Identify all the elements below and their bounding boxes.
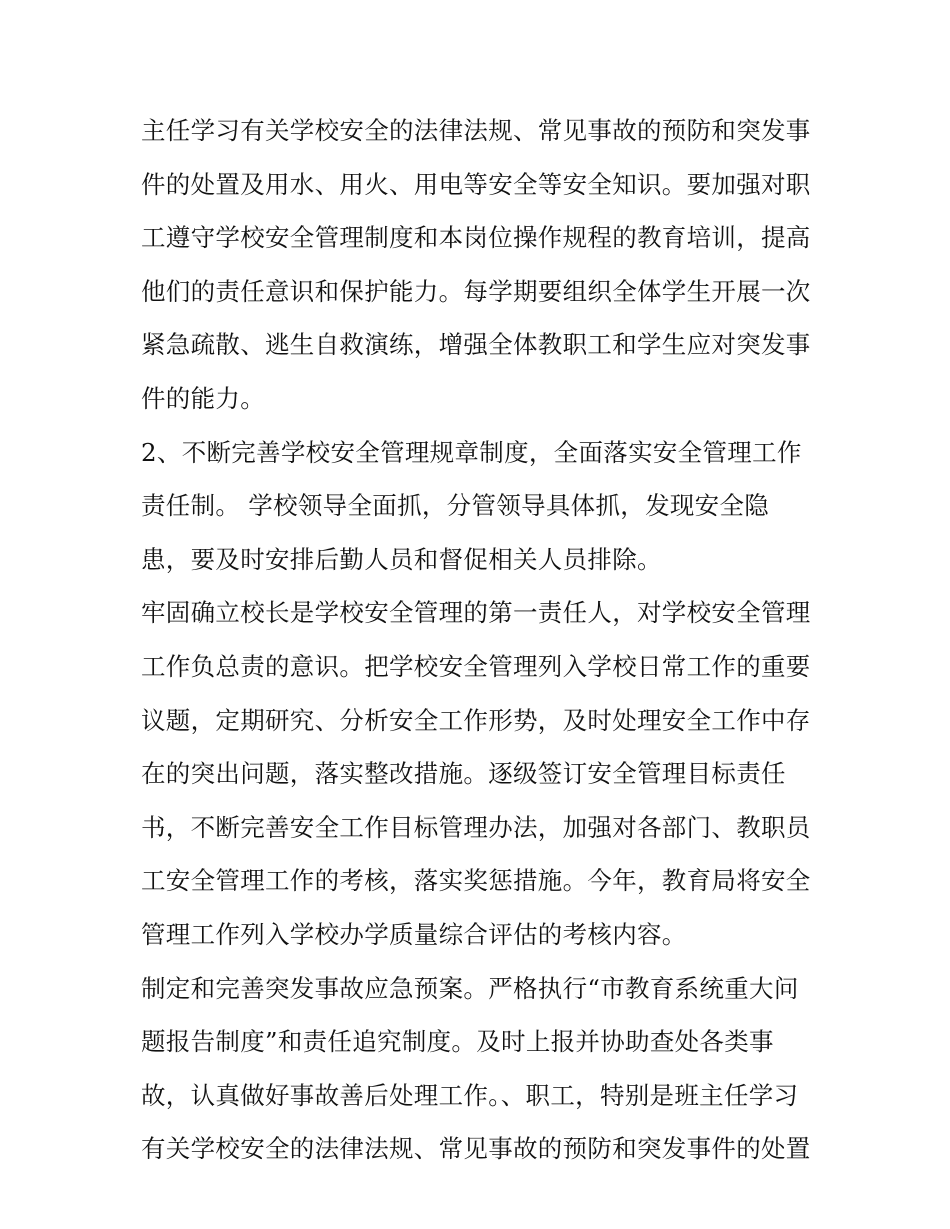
text-line: 工安全管理工作的考核，落实奖惩措施。今年，教育局将安全 <box>141 866 811 896</box>
text-line: 题报告制度”和责任追究制度。及时上报并协助查处各类事 <box>141 1027 774 1057</box>
text-line: 在的突出问题，落实整改措施。逐级签订安全管理目标责任 <box>141 759 786 789</box>
text-line: 件的处置及用水、用火、用电等安全等安全知识。要加强对职 <box>141 169 811 199</box>
text-line: 件的能力。 <box>141 383 265 413</box>
document-body <box>141 104 816 1176</box>
text-line: 书，不断完善安全工作目标管理办法，加强对各部门、教职员 <box>141 812 811 842</box>
text-line: 故，认真做好事故善后处理工作。、职工，特别是班主任学习 <box>141 1080 799 1110</box>
text-line: 患，要及时安排后勤人员和督促相关人员排除。 <box>141 544 662 574</box>
text-line: 管理工作列入学校办学质量综合评估的考核内容。 <box>141 919 687 949</box>
text-line: 有关学校安全的法律法规、常见事故的预防和突发事件的处置 <box>141 1134 811 1164</box>
text-line: 紧急疏散、逃生自救演练，增强全体教职工和学生应对突发事 <box>141 330 811 360</box>
text-line: 工作负总责的意识。把学校安全管理列入学校日常工作的重要 <box>141 651 811 681</box>
text-line: 制定和完善突发事故应急预案。严格执行“市教育系统重大问 <box>141 973 799 1003</box>
text-line: 责任制。 学校领导全面抓，分管领导具体抓，发现安全隐 <box>141 491 770 521</box>
text-line: 2、不断完善学校安全管理规章制度，全面落实安全管理工作 <box>141 437 802 467</box>
text-line: 主任学习有关学校安全的法律法规、常见事故的预防和突发事 <box>141 116 811 145</box>
text-line: 工遵守学校安全管理制度和本岗位操作规程的教育培训，提高 <box>141 223 811 253</box>
text-line: 他们的责任意识和保护能力。每学期要组织全体学生开展一次 <box>141 276 811 306</box>
text-line: 议题，定期研究、分析安全工作形势，及时处理安全工作中存 <box>141 705 811 735</box>
text-line: 牢固确立校长是学校安全管理的第一责任人，对学校安全管理 <box>141 598 811 628</box>
